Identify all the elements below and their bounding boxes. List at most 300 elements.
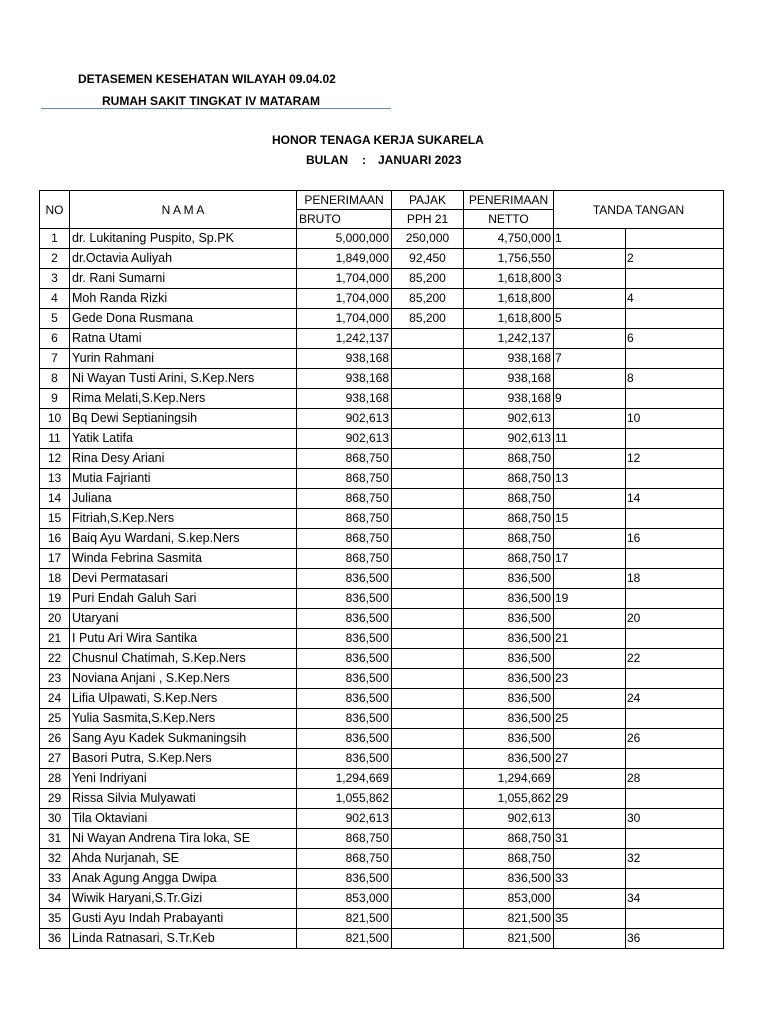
row-pajak — [392, 809, 464, 829]
row-signature-left — [554, 449, 626, 469]
row-nama: Sang Ayu Kadek Sukmaningsih — [70, 729, 297, 749]
row-netto: 1,055,862 — [464, 789, 554, 809]
row-signature-right — [626, 469, 724, 489]
row-netto: 1,242,137 — [464, 329, 554, 349]
row-pajak — [392, 409, 464, 429]
row-signature-right: 28 — [626, 769, 724, 789]
row-signature-left: 1 — [554, 229, 626, 249]
row-pajak — [392, 349, 464, 369]
period-separator: : — [362, 153, 366, 167]
row-signature-left — [554, 929, 626, 949]
row-signature-left — [554, 529, 626, 549]
row-bruto: 902,613 — [297, 409, 392, 429]
table-row — [40, 489, 724, 509]
row-no: 17 — [40, 549, 70, 569]
row-nama: Rina Desy Ariani — [70, 449, 297, 469]
row-no: 32 — [40, 849, 70, 869]
header-underline — [41, 108, 391, 109]
row-netto: 868,750 — [464, 829, 554, 849]
row-pajak — [392, 429, 464, 449]
table-row — [40, 769, 724, 789]
row-pajak — [392, 589, 464, 609]
row-bruto: 868,750 — [297, 509, 392, 529]
row-signature-right: 12 — [626, 449, 724, 469]
row-signature-right: 18 — [626, 569, 724, 589]
row-netto: 1,618,800 — [464, 309, 554, 329]
row-no: 7 — [40, 349, 70, 369]
table-row — [40, 389, 724, 409]
row-netto: 938,168 — [464, 389, 554, 409]
row-no: 6 — [40, 329, 70, 349]
row-pajak: 85,200 — [392, 289, 464, 309]
table-row — [40, 849, 724, 869]
row-bruto: 1,294,669 — [297, 769, 392, 789]
row-nama: Anak Agung Angga Dwipa — [70, 869, 297, 889]
row-pajak — [392, 329, 464, 349]
row-netto: 868,750 — [464, 849, 554, 869]
row-signature-left — [554, 689, 626, 709]
row-bruto: 836,500 — [297, 629, 392, 649]
row-signature-left — [554, 609, 626, 629]
row-no: 1 — [40, 229, 70, 249]
row-netto: 836,500 — [464, 589, 554, 609]
row-netto: 836,500 — [464, 609, 554, 629]
row-netto: 4,750,000 — [464, 229, 554, 249]
row-netto: 868,750 — [464, 529, 554, 549]
row-nama: Yurin Rahmani — [70, 349, 297, 369]
table-row — [40, 249, 724, 269]
table-row — [40, 609, 724, 629]
row-signature-right — [626, 829, 724, 849]
row-signature-left: 15 — [554, 509, 626, 529]
row-netto: 1,618,800 — [464, 269, 554, 289]
row-nama: Yatik Latifa — [70, 429, 297, 449]
row-nama: Gusti Ayu Indah Prabayanti — [70, 909, 297, 929]
row-signature-right — [626, 509, 724, 529]
table-row — [40, 789, 724, 809]
row-netto: 853,000 — [464, 889, 554, 909]
row-nama: Ni Wayan Tusti Arini, S.Kep.Ners — [70, 369, 297, 389]
header-nama: N A M A — [70, 191, 297, 229]
row-signature-left: 35 — [554, 909, 626, 929]
table-row — [40, 929, 724, 949]
table-row — [40, 689, 724, 709]
table-row — [40, 309, 724, 329]
row-bruto: 868,750 — [297, 849, 392, 869]
honor-table — [39, 190, 724, 949]
row-pajak — [392, 789, 464, 809]
row-netto: 938,168 — [464, 369, 554, 389]
table-row — [40, 809, 724, 829]
row-signature-right — [626, 309, 724, 329]
row-netto: 868,750 — [464, 489, 554, 509]
row-bruto: 868,750 — [297, 549, 392, 569]
row-pajak — [392, 389, 464, 409]
row-no: 22 — [40, 649, 70, 669]
row-no: 10 — [40, 409, 70, 429]
row-bruto: 902,613 — [297, 809, 392, 829]
row-netto: 821,500 — [464, 909, 554, 929]
row-signature-left — [554, 649, 626, 669]
row-no: 16 — [40, 529, 70, 549]
row-nama: Moh Randa Rizki — [70, 289, 297, 309]
table-row — [40, 289, 724, 309]
row-signature-left: 33 — [554, 869, 626, 889]
row-bruto: 868,750 — [297, 449, 392, 469]
row-no: 29 — [40, 789, 70, 809]
row-no: 13 — [40, 469, 70, 489]
row-pajak — [392, 669, 464, 689]
row-no: 9 — [40, 389, 70, 409]
row-signature-left — [554, 889, 626, 909]
row-signature-right: 20 — [626, 609, 724, 629]
row-bruto: 836,500 — [297, 709, 392, 729]
row-netto: 836,500 — [464, 569, 554, 589]
row-signature-left: 7 — [554, 349, 626, 369]
table-body — [40, 191, 724, 949]
row-signature-left — [554, 289, 626, 309]
row-nama: Ni Wayan Andrena Tira loka, SE — [70, 829, 297, 849]
row-signature-right — [626, 349, 724, 369]
row-nama: Ahda Nurjanah, SE — [70, 849, 297, 869]
row-bruto: 836,500 — [297, 869, 392, 889]
org-name-line1: DETASEMEN KESEHATAN WILAYAH 09.04.02 — [78, 72, 336, 86]
row-signature-left — [554, 409, 626, 429]
row-nama: Devi Permatasari — [70, 569, 297, 589]
row-no: 15 — [40, 509, 70, 529]
document-title: HONOR TENAGA KERJA SUKARELA — [272, 133, 484, 147]
row-signature-left: 21 — [554, 629, 626, 649]
row-no: 26 — [40, 729, 70, 749]
row-netto: 938,168 — [464, 349, 554, 369]
row-bruto: 836,500 — [297, 589, 392, 609]
row-nama: dr. Rani Sumarni — [70, 269, 297, 289]
row-signature-left: 3 — [554, 269, 626, 289]
row-nama: Baiq Ayu Wardani, S.kep.Ners — [70, 529, 297, 549]
row-pajak — [392, 909, 464, 929]
row-signature-right: 16 — [626, 529, 724, 549]
row-signature-right: 14 — [626, 489, 724, 509]
table-row — [40, 229, 724, 249]
header-bruto-top: PENERIMAAN — [297, 191, 392, 210]
row-bruto: 836,500 — [297, 689, 392, 709]
row-no: 20 — [40, 609, 70, 629]
row-pajak — [392, 829, 464, 849]
row-signature-right — [626, 229, 724, 249]
row-nama: Puri Endah Galuh Sari — [70, 589, 297, 609]
row-netto: 902,613 — [464, 809, 554, 829]
row-signature-right — [626, 909, 724, 929]
row-no: 4 — [40, 289, 70, 309]
row-pajak — [392, 749, 464, 769]
row-pajak — [392, 889, 464, 909]
row-pajak — [392, 549, 464, 569]
row-netto: 868,750 — [464, 549, 554, 569]
row-pajak — [392, 489, 464, 509]
row-signature-right: 30 — [626, 809, 724, 829]
row-signature-left — [554, 809, 626, 829]
row-nama: Chusnul Chatimah, S.Kep.Ners — [70, 649, 297, 669]
row-pajak — [392, 529, 464, 549]
row-signature-left: 29 — [554, 789, 626, 809]
row-signature-left: 17 — [554, 549, 626, 569]
row-no: 28 — [40, 769, 70, 789]
row-bruto: 836,500 — [297, 749, 392, 769]
row-signature-right — [626, 589, 724, 609]
row-pajak — [392, 869, 464, 889]
row-nama: I Putu Ari Wira Santika — [70, 629, 297, 649]
row-signature-left — [554, 369, 626, 389]
row-pajak — [392, 569, 464, 589]
row-signature-right: 26 — [626, 729, 724, 749]
table-row — [40, 669, 724, 689]
row-signature-right: 8 — [626, 369, 724, 389]
row-no: 21 — [40, 629, 70, 649]
row-signature-left — [554, 729, 626, 749]
row-nama: Lifia Ulpawati, S.Kep.Ners — [70, 689, 297, 709]
row-pajak: 85,200 — [392, 269, 464, 289]
table-row — [40, 369, 724, 389]
row-signature-left: 11 — [554, 429, 626, 449]
row-no: 31 — [40, 829, 70, 849]
row-signature-right — [626, 549, 724, 569]
row-pajak: 85,200 — [392, 309, 464, 329]
row-bruto: 902,613 — [297, 429, 392, 449]
row-bruto: 868,750 — [297, 469, 392, 489]
row-pajak — [392, 689, 464, 709]
row-netto: 1,294,669 — [464, 769, 554, 789]
row-no: 33 — [40, 869, 70, 889]
row-signature-left: 9 — [554, 389, 626, 409]
table-row — [40, 729, 724, 749]
row-bruto: 836,500 — [297, 609, 392, 629]
table-row — [40, 509, 724, 529]
row-nama: Linda Ratnasari, S.Tr.Keb — [70, 929, 297, 949]
row-nama: Tila Oktaviani — [70, 809, 297, 829]
row-bruto: 1,242,137 — [297, 329, 392, 349]
row-signature-right — [626, 629, 724, 649]
row-no: 5 — [40, 309, 70, 329]
header-pajak-top: PAJAK — [392, 191, 464, 210]
row-signature-left: 13 — [554, 469, 626, 489]
row-netto: 836,500 — [464, 669, 554, 689]
table-row — [40, 569, 724, 589]
row-signature-left: 19 — [554, 589, 626, 609]
row-no: 24 — [40, 689, 70, 709]
row-bruto: 836,500 — [297, 669, 392, 689]
row-signature-left: 27 — [554, 749, 626, 769]
row-no: 12 — [40, 449, 70, 469]
row-signature-left — [554, 569, 626, 589]
row-bruto: 1,704,000 — [297, 309, 392, 329]
row-signature-right — [626, 869, 724, 889]
row-netto: 836,500 — [464, 729, 554, 749]
row-signature-right — [626, 789, 724, 809]
row-no: 35 — [40, 909, 70, 929]
row-no: 2 — [40, 249, 70, 269]
table-row — [40, 749, 724, 769]
row-no: 11 — [40, 429, 70, 449]
row-nama: Rissa Silvia Mulyawati — [70, 789, 297, 809]
table-row — [40, 449, 724, 469]
row-signature-right — [626, 709, 724, 729]
row-netto: 1,618,800 — [464, 289, 554, 309]
row-bruto: 1,055,862 — [297, 789, 392, 809]
row-no: 3 — [40, 269, 70, 289]
row-no: 18 — [40, 569, 70, 589]
row-signature-right: 24 — [626, 689, 724, 709]
row-pajak — [392, 629, 464, 649]
row-nama: Juliana — [70, 489, 297, 509]
table-row — [40, 909, 724, 929]
row-no: 14 — [40, 489, 70, 509]
row-nama: dr.Octavia Auliyah — [70, 249, 297, 269]
row-pajak — [392, 369, 464, 389]
row-nama: Wiwik Haryani,S.Tr.Gizi — [70, 889, 297, 909]
row-bruto: 938,168 — [297, 349, 392, 369]
row-pajak — [392, 649, 464, 669]
row-pajak: 92,450 — [392, 249, 464, 269]
table-row — [40, 469, 724, 489]
row-signature-right: 10 — [626, 409, 724, 429]
row-signature-right: 4 — [626, 289, 724, 309]
row-signature-right: 22 — [626, 649, 724, 669]
row-pajak — [392, 509, 464, 529]
row-no: 19 — [40, 589, 70, 609]
row-signature-right — [626, 389, 724, 409]
row-signature-left — [554, 489, 626, 509]
row-no: 25 — [40, 709, 70, 729]
row-pajak — [392, 929, 464, 949]
table-row — [40, 549, 724, 569]
row-nama: Utaryani — [70, 609, 297, 629]
row-netto: 836,500 — [464, 649, 554, 669]
header-bruto-bottom: BRUTO — [297, 210, 392, 229]
table-row — [40, 349, 724, 369]
row-bruto: 836,500 — [297, 729, 392, 749]
row-netto: 1,756,550 — [464, 249, 554, 269]
row-bruto: 836,500 — [297, 649, 392, 669]
row-pajak — [392, 609, 464, 629]
table-row — [40, 829, 724, 849]
row-pajak — [392, 729, 464, 749]
row-bruto: 853,000 — [297, 889, 392, 909]
header-pajak-bottom: PPH 21 — [392, 210, 464, 229]
row-bruto: 1,704,000 — [297, 269, 392, 289]
row-bruto: 1,704,000 — [297, 289, 392, 309]
table-row — [40, 709, 724, 729]
row-bruto: 868,750 — [297, 489, 392, 509]
row-signature-right: 2 — [626, 249, 724, 269]
row-nama: Rima Melati,S.Kep.Ners — [70, 389, 297, 409]
row-no: 27 — [40, 749, 70, 769]
row-bruto: 5,000,000 — [297, 229, 392, 249]
row-pajak — [392, 469, 464, 489]
row-no: 8 — [40, 369, 70, 389]
table-row — [40, 869, 724, 889]
org-name-line2: RUMAH SAKIT TINGKAT IV MATARAM — [102, 94, 320, 108]
row-nama: Ratna Utami — [70, 329, 297, 349]
table-row — [40, 329, 724, 349]
row-nama: Noviana Anjani , S.Kep.Ners — [70, 669, 297, 689]
row-bruto: 868,750 — [297, 529, 392, 549]
row-signature-left: 5 — [554, 309, 626, 329]
row-bruto: 868,750 — [297, 829, 392, 849]
period-value: JANUARI 2023 — [378, 153, 462, 167]
row-nama: Mutia Fajrianti — [70, 469, 297, 489]
row-pajak — [392, 769, 464, 789]
row-signature-left: 23 — [554, 669, 626, 689]
row-nama: Yulia Sasmita,S.Kep.Ners — [70, 709, 297, 729]
table-row — [40, 629, 724, 649]
row-netto: 902,613 — [464, 429, 554, 449]
header-tanda-tangan: TANDA TANGAN — [554, 191, 724, 229]
row-netto: 821,500 — [464, 929, 554, 949]
row-netto: 836,500 — [464, 869, 554, 889]
row-signature-left — [554, 249, 626, 269]
row-nama: Yeni Indriyani — [70, 769, 297, 789]
row-nama: Gede Dona Rusmana — [70, 309, 297, 329]
table-row — [40, 429, 724, 449]
row-signature-right: 32 — [626, 849, 724, 869]
row-pajak — [392, 849, 464, 869]
row-bruto: 821,500 — [297, 909, 392, 929]
row-signature-right — [626, 749, 724, 769]
row-signature-left — [554, 769, 626, 789]
row-signature-right: 34 — [626, 889, 724, 909]
row-signature-right: 36 — [626, 929, 724, 949]
row-netto: 902,613 — [464, 409, 554, 429]
row-nama: Basori Putra, S.Kep.Ners — [70, 749, 297, 769]
table-row — [40, 589, 724, 609]
row-pajak — [392, 449, 464, 469]
row-bruto: 1,849,000 — [297, 249, 392, 269]
row-bruto: 836,500 — [297, 569, 392, 589]
row-netto: 868,750 — [464, 509, 554, 529]
row-nama: Fitriah,S.Kep.Ners — [70, 509, 297, 529]
table-row — [40, 269, 724, 289]
header-netto-bottom: NETTO — [464, 210, 554, 229]
row-signature-right — [626, 669, 724, 689]
table-row — [40, 649, 724, 669]
row-nama: Winda Febrina Sasmita — [70, 549, 297, 569]
row-nama: Bq Dewi Septianingsih — [70, 409, 297, 429]
row-signature-left: 25 — [554, 709, 626, 729]
row-netto: 836,500 — [464, 689, 554, 709]
row-netto: 836,500 — [464, 629, 554, 649]
row-signature-right: 6 — [626, 329, 724, 349]
row-pajak — [392, 709, 464, 729]
row-no: 23 — [40, 669, 70, 689]
table-row — [40, 889, 724, 909]
row-netto: 836,500 — [464, 709, 554, 729]
row-netto: 868,750 — [464, 449, 554, 469]
row-no: 34 — [40, 889, 70, 909]
row-bruto: 938,168 — [297, 389, 392, 409]
row-signature-right — [626, 429, 724, 449]
row-signature-right — [626, 269, 724, 289]
table-header-row-1 — [40, 191, 724, 210]
period-label: BULAN — [306, 153, 348, 167]
row-pajak: 250,000 — [392, 229, 464, 249]
row-nama: dr. Lukitaning Puspito, Sp.PK — [70, 229, 297, 249]
table-row — [40, 529, 724, 549]
row-bruto: 938,168 — [297, 369, 392, 389]
row-netto: 836,500 — [464, 749, 554, 769]
row-bruto: 821,500 — [297, 929, 392, 949]
row-no: 36 — [40, 929, 70, 949]
header-no: NO — [40, 191, 70, 229]
